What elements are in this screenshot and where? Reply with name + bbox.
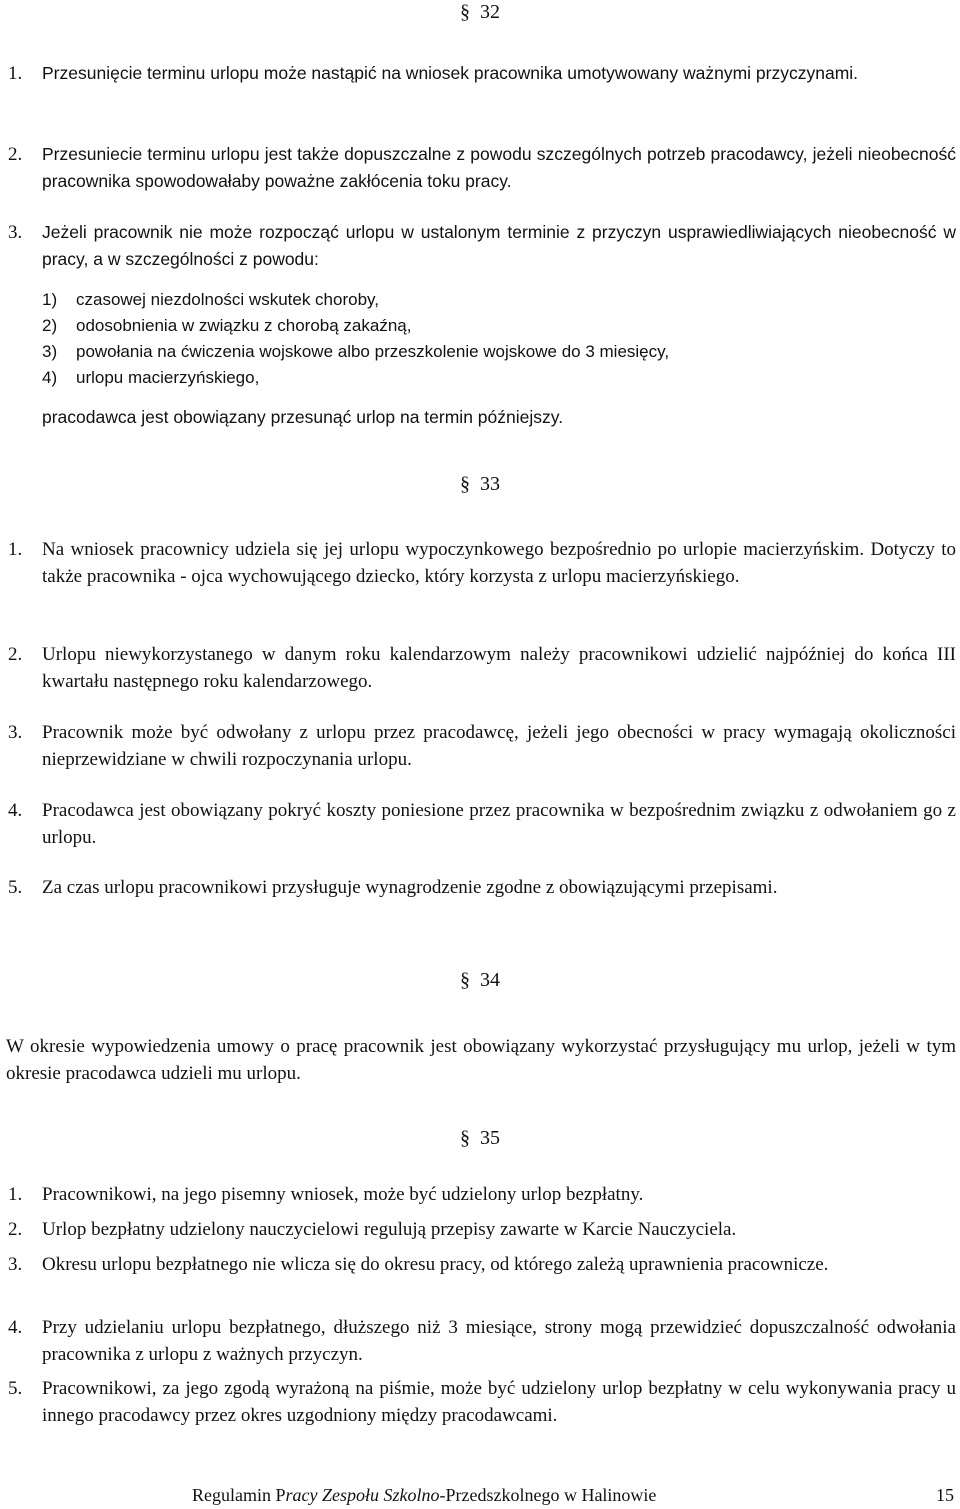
- list-item-number: 4): [42, 368, 58, 387]
- paragraph-sign: §: [460, 1127, 470, 1149]
- item-number: 4.: [8, 800, 23, 821]
- item-text: Pracodawca jest obowiązany pokryć koszty poniesione przez pracownika w bezpośrednim związku z odwołaniem go z urlopu.: [42, 800, 956, 848]
- item-text: Przy udzielaniu urlopu bezpłatnego, dłuższego niż 3 miesiące, strony mogą przewidzieć dopuszczalność odwołania pracownika z urlopu z ważnych przyczyn.: [42, 1317, 956, 1365]
- section-number: 34: [480, 969, 500, 991]
- item-number: 5.: [8, 1378, 23, 1399]
- list-item-text: powołania na ćwiczenia wojskowe albo przeszkolenie wojskowe do 3 miesięcy,: [76, 342, 670, 361]
- section-34-heading: [0, 968, 960, 992]
- item-number: 2.: [8, 1219, 23, 1240]
- list-item-text: urlopu macierzyńskiego,: [76, 368, 260, 387]
- section-number: 33: [480, 473, 500, 495]
- list-item: [42, 313, 942, 339]
- item-text: Pracownik może być odwołany z urlopu przez pracodawcę, jeżeli jego obecności w pracy wymagają okoliczności nieprzewidziane w chwili rozpoczynania urlopu.: [42, 722, 956, 770]
- paragraph-sign: §: [460, 473, 470, 495]
- s35-item-2: [8, 1216, 956, 1243]
- item-number: 1.: [8, 1184, 23, 1205]
- list-item: [42, 365, 942, 391]
- item-text: Pracownikowi, za jego zgodą wyrażoną na piśmie, może być udzielony urlop bezpłatny w celu wykonywania pracy u innego pracodawcy przez okres uzgodniony między pracodawcami.: [42, 1378, 956, 1426]
- s32-closing: pracodawca jest obowiązany przesunąć urlop na termin późniejszy.: [42, 407, 564, 427]
- footer-title: [192, 1484, 656, 1506]
- s33-item-1: [8, 536, 956, 590]
- s32-item-3: [8, 219, 956, 273]
- paragraph-sign: §: [460, 1, 470, 23]
- section-number: 35: [480, 1127, 500, 1149]
- item-number: 4.: [8, 1317, 23, 1338]
- section-35-heading: [0, 1126, 960, 1150]
- item-number: 2.: [8, 144, 23, 165]
- footer-title-part: Regulamin P: [192, 1485, 286, 1505]
- s33-item-4: [8, 797, 956, 851]
- section-33-heading: [0, 472, 960, 496]
- item-text: Na wniosek pracownicy udziela się jej urlopu wypoczynkowego bezpośrednio po urlopie macierzyńskim. Dotyczy to także pracownika - ojca wychowującego dziecko, który korzysta z urlopu macierzyńskiego.: [42, 539, 956, 587]
- list-item: [42, 339, 942, 365]
- item-number: 3.: [8, 722, 23, 743]
- s32-item-1: [8, 60, 956, 87]
- s35-item-4: [8, 1314, 956, 1368]
- list-item: [42, 287, 942, 313]
- item-number: 1.: [8, 539, 23, 560]
- s35-item-5: [8, 1375, 956, 1429]
- item-number: 3.: [8, 1254, 23, 1275]
- item-number: 2.: [8, 644, 23, 665]
- paragraph-sign: §: [460, 969, 470, 991]
- list-item-number: 3): [42, 342, 58, 361]
- item-number: 3.: [8, 222, 23, 243]
- s33-item-2: [8, 641, 956, 695]
- s33-item-3: [8, 719, 956, 773]
- s35-item-3: [8, 1251, 956, 1278]
- s35-item-1: [8, 1181, 956, 1208]
- section-32-heading: [0, 0, 960, 24]
- item-text: Przesunięcie terminu urlopu może nastąpić na wniosek pracownika umotywowany ważnymi przyczynami.: [42, 63, 859, 83]
- page-number: 15: [936, 1485, 954, 1505]
- item-text: Okresu urlopu bezpłatnego nie wlicza się do okresu pracy, od którego zależą uprawnienia pracownicze.: [42, 1254, 829, 1275]
- footer-title-part: -Przedszkolnego w Halinowie: [439, 1485, 657, 1505]
- item-text: Urlopu niewykorzystanego w danym roku kalendarzowym należy pracownikowi udzielić najpóźniej do końca III kwartału następnego roku kalendarzowego.: [42, 644, 956, 692]
- item-number: 5.: [8, 877, 23, 898]
- list-item-number: 1): [42, 290, 58, 309]
- item-number: 1.: [8, 63, 23, 84]
- s32-item-2: [8, 141, 956, 195]
- item-text: Przesuniecie terminu urlopu jest także dopuszczalne z powodu szczególnych potrzeb pracodawcy, jeżeli nieobecność pracownika spowodowałaby poważne zakłócenia toku pracy.: [42, 144, 956, 191]
- item-text: Urlop bezpłatny udzielony nauczycielowi regulują przepisy zawarte w Karcie Nauczyciela.: [42, 1219, 737, 1240]
- list-item-text: odosobnienia w związku z chorobą zakaźną,: [76, 316, 412, 335]
- s33-item-5: [8, 874, 956, 901]
- item-text: Jeżeli pracownik nie może rozpocząć urlopu w ustalonym terminie z przyczyn usprawiedliwiających nieobecność w pracy, a w szczególności z powodu:: [42, 222, 956, 269]
- list-item-text: czasowej niezdolności wskutek choroby,: [76, 290, 379, 309]
- item-text: Za czas urlopu pracownikowi przysługuje wynagrodzenie zgodne z obowiązującymi przepisami.: [42, 877, 778, 898]
- footer-title-italic: racy Zespołu Szkolno: [285, 1485, 440, 1505]
- s32-sub-list: [42, 287, 942, 391]
- item-text: Pracownikowi, na jego pisemny wniosek, może być udzielony urlop bezpłatny.: [42, 1184, 644, 1205]
- list-item-number: 2): [42, 316, 58, 335]
- section-number: 32: [480, 1, 500, 23]
- s34-text: W okresie wypowiedzenia umowy o pracę pracownik jest obowiązany wykorzystać przysługujący mu urlop, jeżeli w tym okresie pracodawca udzieli mu urlopu.: [6, 1036, 956, 1084]
